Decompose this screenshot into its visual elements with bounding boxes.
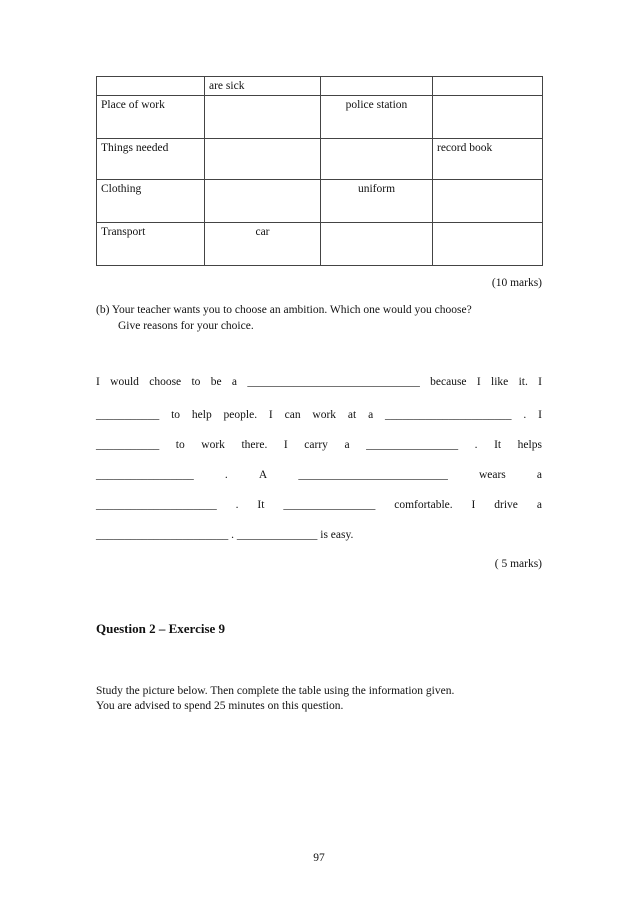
paragraph-line-2: [96, 408, 542, 422]
table-row: [97, 139, 543, 180]
table-cell: [205, 180, 321, 223]
blank: ______________________________: [247, 376, 420, 388]
word: helps: [517, 439, 542, 451]
question-2-instruction-2: You are advised to spend 25 minutes on this question.: [96, 700, 344, 712]
word: I: [538, 409, 542, 421]
word: .: [523, 409, 527, 421]
word: would: [110, 376, 139, 388]
word: to: [171, 409, 181, 421]
word: I: [476, 376, 481, 388]
word: at: [347, 409, 357, 421]
word: a: [344, 439, 350, 451]
word: be: [210, 376, 222, 388]
word: a: [536, 499, 542, 511]
word: it.: [518, 376, 528, 388]
word: I: [268, 409, 273, 421]
table-cell: police station: [321, 96, 433, 139]
table-cell: [321, 223, 433, 266]
row-label: Place of work: [97, 96, 205, 139]
blank: ___________: [96, 409, 160, 421]
table-cell: [433, 96, 543, 139]
paragraph-line-3: [96, 438, 542, 452]
word: work: [201, 439, 225, 451]
word: .: [224, 469, 228, 481]
word: I: [471, 499, 476, 511]
row-label: Transport: [97, 223, 205, 266]
table-cell: [433, 180, 543, 223]
word: work: [312, 409, 337, 421]
word: a: [368, 409, 374, 421]
word: a: [231, 376, 238, 388]
part-b-question-line1: (b) Your teacher wants you to choose an ambition. Which one would you choose?: [96, 304, 472, 316]
blank: _________________: [96, 469, 194, 481]
word: .: [474, 439, 478, 451]
table-cell: [97, 77, 205, 96]
table-row: [97, 96, 543, 139]
table-row: [97, 77, 543, 96]
table-cell: are sick: [205, 77, 321, 96]
paragraph-line-4: [96, 468, 542, 482]
page-number: 97: [313, 852, 325, 864]
blank: ______________________: [385, 409, 512, 421]
table-cell: [205, 139, 321, 180]
table-cell: [321, 77, 433, 96]
word: .: [235, 499, 239, 511]
word: to: [175, 439, 185, 451]
word: choose: [149, 376, 182, 388]
word: drive: [494, 499, 518, 511]
table-cell: [433, 77, 543, 96]
table-cell: [321, 139, 433, 180]
word: wears: [478, 469, 506, 481]
word: It: [494, 439, 502, 451]
word: A: [258, 469, 268, 481]
ambition-table: [96, 76, 543, 266]
question-2-instruction-1: Study the picture below. Then complete the table using the information given.: [96, 685, 455, 697]
table-cell: uniform: [321, 180, 433, 223]
table-cell: [433, 223, 543, 266]
marks-part-a: (10 marks): [491, 277, 542, 289]
paragraph-line-6: [96, 528, 542, 542]
blank: _____________________: [96, 499, 217, 511]
table-cell: record book: [433, 139, 543, 180]
word: It: [257, 499, 265, 511]
marks-part-b: ( 5 marks): [494, 558, 542, 570]
table-cell: [205, 96, 321, 139]
row-label: Things needed: [97, 139, 205, 180]
word: people.: [223, 409, 258, 421]
word: I: [283, 439, 288, 451]
blank: __________________________: [298, 469, 448, 481]
word: carry: [304, 439, 328, 451]
word: I: [538, 376, 542, 388]
paragraph-final-line: _______________________ . ______________ is easy.: [96, 529, 354, 541]
paragraph-line-5: [96, 498, 542, 512]
word: I: [96, 376, 100, 388]
word: a: [536, 469, 542, 481]
word: can: [284, 409, 301, 421]
table-cell: car: [205, 223, 321, 266]
word: help: [191, 409, 212, 421]
blank: ___________: [96, 439, 160, 451]
paragraph-line-1: [96, 375, 542, 389]
word: to: [191, 376, 201, 388]
blank: ________________: [283, 499, 376, 511]
row-label: Clothing: [97, 180, 205, 223]
blank: ________________: [366, 439, 459, 451]
part-b-question-line2: Give reasons for your choice.: [118, 320, 254, 332]
question-2-heading: Question 2 – Exercise 9: [96, 621, 226, 636]
word: comfortable.: [394, 499, 453, 511]
word: because: [430, 376, 467, 388]
table-row: [97, 223, 543, 266]
word: like: [491, 376, 509, 388]
word: there.: [241, 439, 268, 451]
table-row: [97, 180, 543, 223]
